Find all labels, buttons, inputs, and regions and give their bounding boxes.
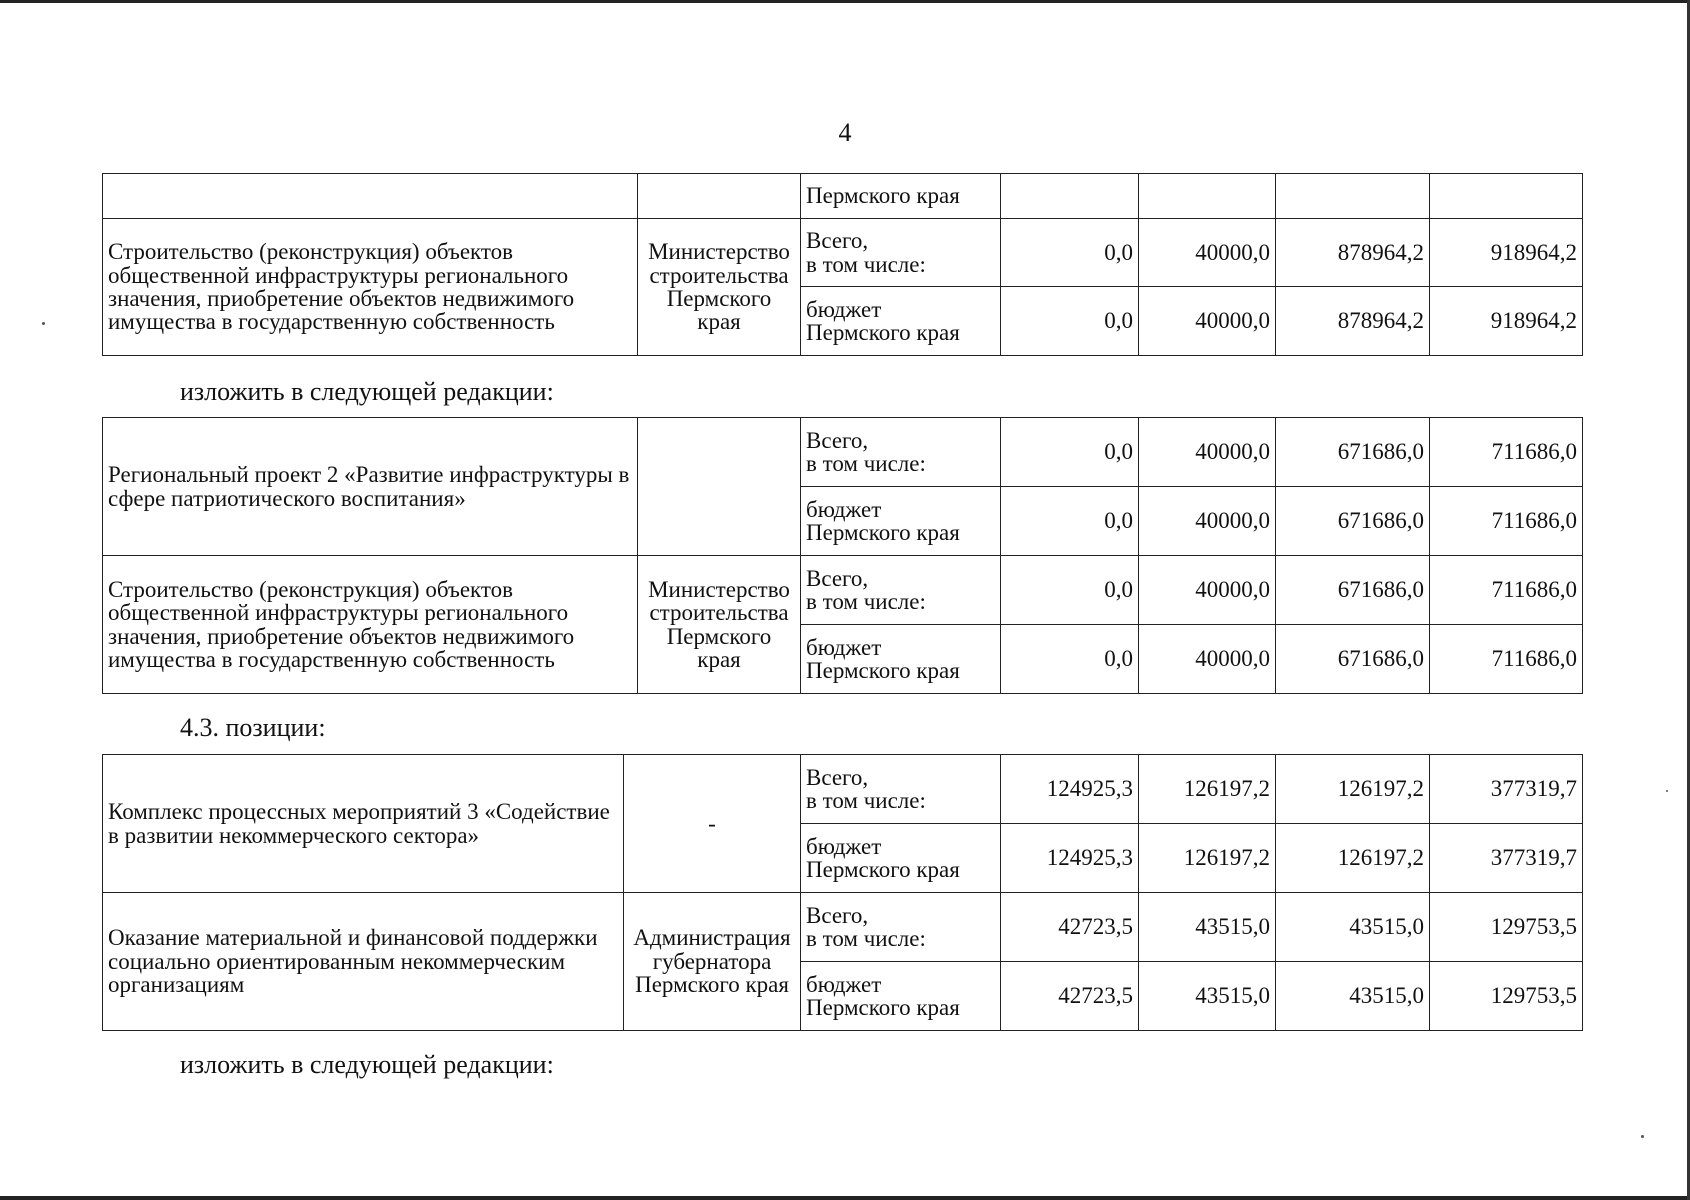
value-cell: 40000,0	[1139, 287, 1276, 356]
value-cell: 43515,0	[1139, 962, 1276, 1031]
scan-edge-bottom	[0, 1196, 1690, 1200]
value-cell: 124925,3	[1001, 824, 1139, 893]
value-cell: 43515,0	[1276, 962, 1430, 1031]
funding-label: Всего,	[806, 764, 869, 790]
funding-label: Пермского края	[806, 320, 960, 345]
funding-label: в том числе:	[806, 788, 926, 813]
value-cell: 711686,0	[1430, 556, 1583, 625]
value-cell: 0,0	[1001, 418, 1139, 487]
activity-name-cell: Комплекс процессных мероприятий 3 «Содействие в развитии некоммерческого сектора»	[103, 755, 624, 893]
funding-label: в том числе:	[806, 451, 926, 476]
value-cell: 40000,0	[1139, 219, 1276, 287]
value-cell: 878964,2	[1276, 219, 1430, 287]
scan-speck	[1641, 1135, 1644, 1138]
value-cell: 711686,0	[1430, 418, 1583, 487]
value-cell: 129753,5	[1430, 962, 1583, 1031]
value-cell: 671686,0	[1276, 418, 1430, 487]
table-row	[103, 556, 1583, 625]
table-row	[103, 219, 1583, 287]
value-cell: 0,0	[1001, 287, 1139, 356]
value-cell: 711686,0	[1430, 487, 1583, 556]
funding-label: в том числе:	[806, 251, 926, 277]
instruction-text: изложить в следующей редакции:	[180, 1050, 554, 1079]
funding-label: Всего,	[806, 427, 869, 453]
scan-edge-top	[0, 0, 1690, 3]
table-row	[103, 418, 1583, 487]
executor-cell	[638, 174, 801, 219]
value-cell: 124925,3	[1001, 755, 1139, 824]
name-cell	[103, 174, 638, 219]
table-row	[103, 755, 1583, 824]
executor-cell: -	[624, 755, 801, 893]
executor-cell: Министерство строительства Пермского края	[638, 219, 801, 356]
value-cell: 0,0	[1001, 487, 1139, 556]
value-cell: 126197,2	[1139, 824, 1276, 893]
table-new-edition	[102, 417, 1583, 694]
value-cell	[1430, 174, 1583, 219]
activity-name-cell: Оказание материальной и финансовой поддержки социально ориентированным некоммерческим организациям	[103, 893, 624, 1031]
funding-source-cell	[801, 962, 1001, 1031]
table-row	[103, 174, 1583, 219]
value-cell: 0,0	[1001, 556, 1139, 625]
value-cell	[1139, 174, 1276, 219]
value-cell: 377319,7	[1430, 755, 1583, 824]
value-cell: 671686,0	[1276, 556, 1430, 625]
funding-label: в том числе:	[806, 589, 926, 614]
scan-speck	[42, 322, 45, 325]
executor-cell: Министерство строительства Пермского края	[638, 556, 801, 694]
funding-source-cell	[801, 824, 1001, 893]
table-original-position	[102, 173, 1583, 356]
value-cell: 126197,2	[1276, 755, 1430, 824]
value-cell: 40000,0	[1139, 625, 1276, 694]
value-cell: 40000,0	[1139, 418, 1276, 487]
funding-label: Пермского края	[806, 658, 960, 683]
funding-label: Пермского края	[806, 857, 960, 882]
value-cell: 129753,5	[1430, 893, 1583, 962]
scan-speck	[1666, 790, 1668, 792]
value-cell: 126197,2	[1139, 755, 1276, 824]
funding-source-cell	[801, 219, 1001, 287]
instruction-text: изложить в следующей редакции:	[180, 377, 554, 406]
funding-label: бюджет	[806, 971, 882, 997]
activity-name-cell: Строительство (реконструкция) объектов общественной инфраструктуры регионального значения, приобретение объектов недвижимого имущества в государственную собственность	[103, 556, 638, 694]
value-cell	[1001, 174, 1139, 219]
value-cell: 43515,0	[1276, 893, 1430, 962]
activity-name-cell: Региональный проект 2 «Развитие инфраструктуры в сфере патриотического воспитания»	[103, 418, 638, 556]
executor-cell	[638, 418, 801, 556]
funding-source-cell	[801, 287, 1001, 356]
value-cell: 878964,2	[1276, 287, 1430, 356]
value-cell: 711686,0	[1430, 625, 1583, 694]
funding-label: бюджет	[806, 296, 882, 322]
funding-label: Всего,	[806, 902, 869, 928]
value-cell: 43515,0	[1139, 893, 1276, 962]
table-row	[103, 893, 1583, 962]
activity-name-cell: Строительство (реконструкция) объектов общественной инфраструктуры регионального значения, приобретение объектов недвижимого имущества в государственную собственность	[103, 219, 638, 356]
funding-label: в том числе:	[806, 926, 926, 951]
funding-label: Пермского края	[806, 520, 960, 545]
value-cell: 40000,0	[1139, 487, 1276, 556]
value-cell: 40000,0	[1139, 556, 1276, 625]
page-number: 4	[838, 118, 852, 147]
value-cell	[1276, 174, 1430, 219]
executor-cell: Администрация губернатора Пермского края	[624, 893, 801, 1031]
table-section-4-3	[102, 754, 1583, 1031]
value-cell: 377319,7	[1430, 824, 1583, 893]
value-cell: 918964,2	[1430, 219, 1583, 287]
value-cell: 671686,0	[1276, 625, 1430, 694]
funding-source-cell	[801, 556, 1001, 625]
value-cell: 42723,5	[1001, 893, 1139, 962]
value-cell: 126197,2	[1276, 824, 1430, 893]
value-cell: 671686,0	[1276, 487, 1430, 556]
value-cell: 42723,5	[1001, 962, 1139, 1031]
funding-source-cell: Пермского края	[801, 174, 1001, 219]
funding-label: Всего,	[806, 228, 869, 254]
funding-label: Всего,	[806, 565, 869, 591]
value-cell: 0,0	[1001, 625, 1139, 694]
funding-label: бюджет	[806, 833, 882, 859]
funding-source-cell	[801, 625, 1001, 694]
value-cell: 0,0	[1001, 219, 1139, 287]
funding-source-cell	[801, 893, 1001, 962]
value-cell: 918964,2	[1430, 287, 1583, 356]
funding-source-cell	[801, 418, 1001, 487]
funding-label: бюджет	[806, 496, 882, 522]
funding-source-cell	[801, 755, 1001, 824]
funding-source-cell	[801, 487, 1001, 556]
section-heading: 4.3. позиции:	[180, 713, 326, 742]
funding-label: Пермского края	[806, 995, 960, 1020]
funding-label: бюджет	[806, 634, 882, 660]
